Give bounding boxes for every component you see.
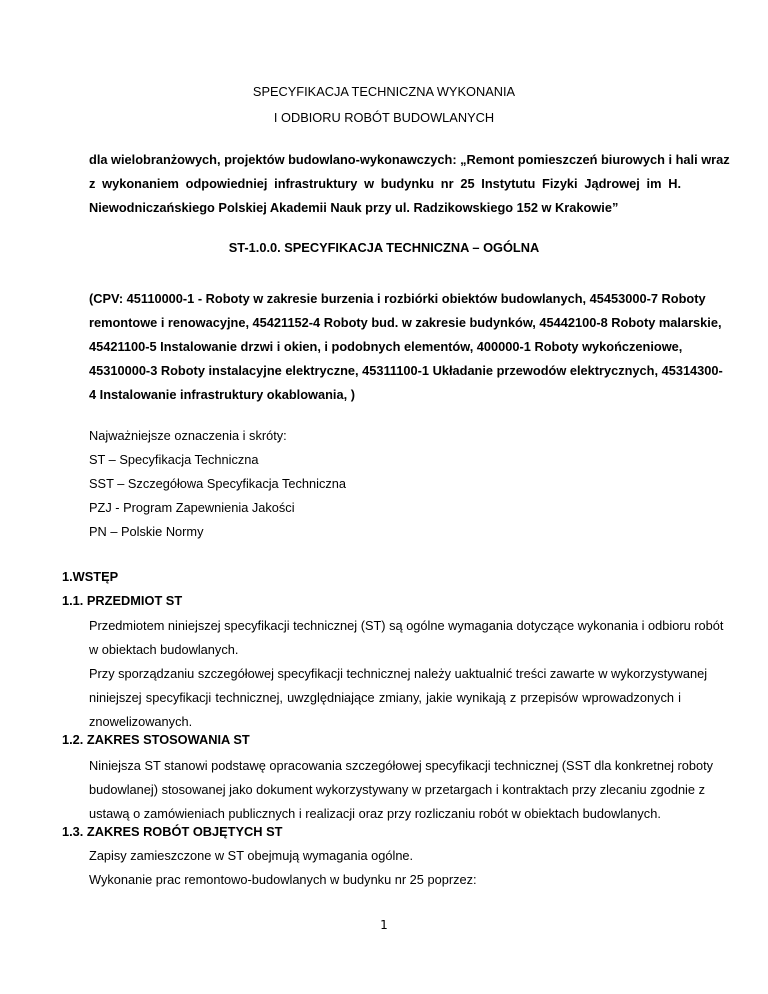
cpv-line: (CPV: 45110000-1 - Roboty w zakresie burzenia i rozbiórki obiektów budowlanych, 45453000-7 Roboty <box>89 291 706 306</box>
section-1-1-paragraph-2 <box>89 662 708 734</box>
project-line: z wykonaniem odpowiedniej infrastruktury w budynku nr 25 Instytutu Fizyki Jądrowej im H. <box>89 176 681 191</box>
paragraph-line: znowelizowanych. <box>89 714 193 729</box>
project-description <box>89 148 730 220</box>
cpv-line: 45421100-5 Instalowanie drzwi i okien, i podobnych elementów, 400000-1 Roboty wykończeniowe, <box>89 339 683 354</box>
abbreviation-item: ST – Specyfikacja Techniczna <box>89 452 259 467</box>
section-1-3-line-1: Zapisy zamieszczone w ST obejmują wymagania ogólne. <box>89 848 414 863</box>
page-number: 1 <box>380 918 388 932</box>
paragraph-line: Przedmiotem niniejszej specyfikacji technicznej (ST) są ogólne wymagania dotyczące wykonania i odbioru robót <box>89 618 724 633</box>
document-title-line-1: SPECYFIKACJA TECHNICZNA WYKONANIA <box>252 84 516 99</box>
paragraph-line: Przy sporządzaniu szczegółowej specyfikacji technicznej należy uaktualnić treści zawarte w wykorzystywanej <box>89 666 708 681</box>
cpv-line: 4 Instalowanie infrastruktury okablowania, ) <box>89 387 355 402</box>
cpv-line: remontowe i renowacyjne, 45421152-4 Roboty bud. w zakresie budynków, 45442100-8 Roboty malarskie, <box>89 315 722 330</box>
paragraph-line: Niniejsza ST stanowi podstawę opracowania szczegółowej specyfikacji technicznej (SST dla konkretnej roboty <box>89 758 714 773</box>
abbreviation-item: SST – Szczegółowa Specyfikacja Techniczna <box>89 476 347 491</box>
section-1-3-line-2: Wykonanie prac remontowo-budowlanych w budynku nr 25 poprzez: <box>89 872 477 887</box>
paragraph-line: w obiektach budowlanych. <box>89 642 239 657</box>
paragraph-line: budowlanej) stosowanej jako dokument wykorzystywany w przetargach i kontraktach przy zlecaniu zgodnie z <box>89 782 705 797</box>
cpv-codes <box>89 287 723 407</box>
section-1-heading: 1.WSTĘP <box>62 569 119 584</box>
project-line: Niewodniczańskiego Polskiej Akademii Nauk przy ul. Radzikowskiego 152 w Krakowie” <box>89 200 619 215</box>
section-1-2-paragraph <box>89 754 714 826</box>
section-1-1-heading: 1.1. PRZEDMIOT ST <box>62 593 183 608</box>
spec-title: ST-1.0.0. SPECYFIKACJA TECHNICZNA – OGÓLNA <box>228 240 540 255</box>
abbreviation-item: PZJ - Program Zapewnienia Jakości <box>89 500 295 515</box>
abbreviations-heading: Najważniejsze oznaczenia i skróty: <box>89 428 287 443</box>
section-1-3-heading: 1.3. ZAKRES ROBÓT OBJĘTYCH ST <box>62 824 283 839</box>
project-line: dla wielobranżowych, projektów budowlano-wykonawczych: „Remont pomieszczeń biurowych i hali wraz <box>89 152 730 167</box>
paragraph-line: niniejszej specyfikacji technicznej, uwzględniające zmiany, jakie wynikają z przepisów wprowadzonych i <box>89 690 681 705</box>
document-title-line-2: I ODBIORU ROBÓT BUDOWLANYCH <box>273 110 495 125</box>
section-1-2-heading: 1.2. ZAKRES STOSOWANIA ST <box>62 732 250 747</box>
section-1-1-paragraph-1 <box>89 614 724 662</box>
paragraph-line: ustawą o zamówieniach publicznych i realizacji oraz przy rozliczaniu robót w obiektach budowlanych. <box>89 806 661 821</box>
cpv-line: 45310000-3 Roboty instalacyjne elektryczne, 45311100-1 Układanie przewodów elektrycznych, 45314300- <box>89 363 723 378</box>
abbreviation-item: PN – Polskie Normy <box>89 524 204 539</box>
